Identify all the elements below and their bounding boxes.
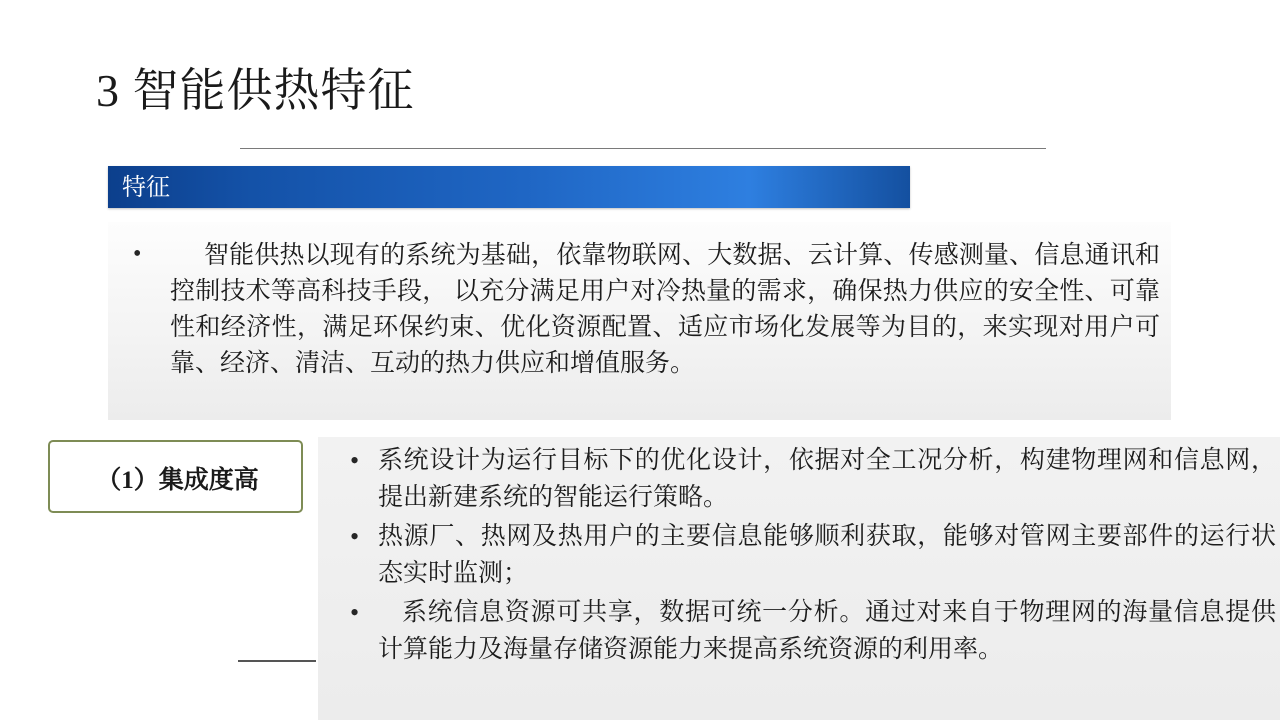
bullet-marker: • [350, 522, 360, 551]
callout-box-integration [48, 440, 303, 513]
bullet-text: 热源厂、热网及热用户的主要信息能够顺利获取，能够对管网主要部件的运行状态实时监测； [378, 523, 1276, 587]
intro-bullet-marker: • [133, 241, 142, 267]
title-divider [240, 148, 1046, 149]
intro-paragraph-block [108, 222, 1171, 420]
bullet-text: 系统设计为运行目标下的优化设计，依据对全工况分析，构建物理网和信息网，提出新建系统的智能运行策略。 [378, 447, 1276, 511]
list-item [346, 442, 1276, 516]
intro-paragraph-text: 智能供热以现有的系统为基础，依靠物联网、大数据、云计算、传感测量、信息通讯和控制技术等高科技手段， 以充分满足用户对冷热量的需求，确保热力供应的安全性、可靠性和经济性，满足环保约束、优化资源配置、适应市场化发展等为目的，来实现对用户可靠、经济、清洁、互动的热力供应和增值服务。 [170, 242, 1160, 377]
left-divider [238, 660, 316, 662]
bullet-marker: • [350, 446, 360, 475]
list-item [346, 518, 1276, 592]
bullet-list [346, 442, 1276, 670]
bullet-panel [318, 437, 1280, 720]
bullet-text: 系统信息资源可共享，数据可统一分析。通过对来自于物理网的海量信息提供计算能力及海量存储资源能力来提高系统资源的利用率。 [378, 599, 1276, 663]
page-title: 3 智能供热特征 [96, 65, 415, 116]
section-header-label: 特征 [122, 174, 170, 201]
bullet-marker: • [350, 598, 360, 627]
section-header-bar [108, 166, 910, 208]
list-item [346, 594, 1276, 668]
callout-box-label: （1）集成度高 [96, 467, 259, 494]
